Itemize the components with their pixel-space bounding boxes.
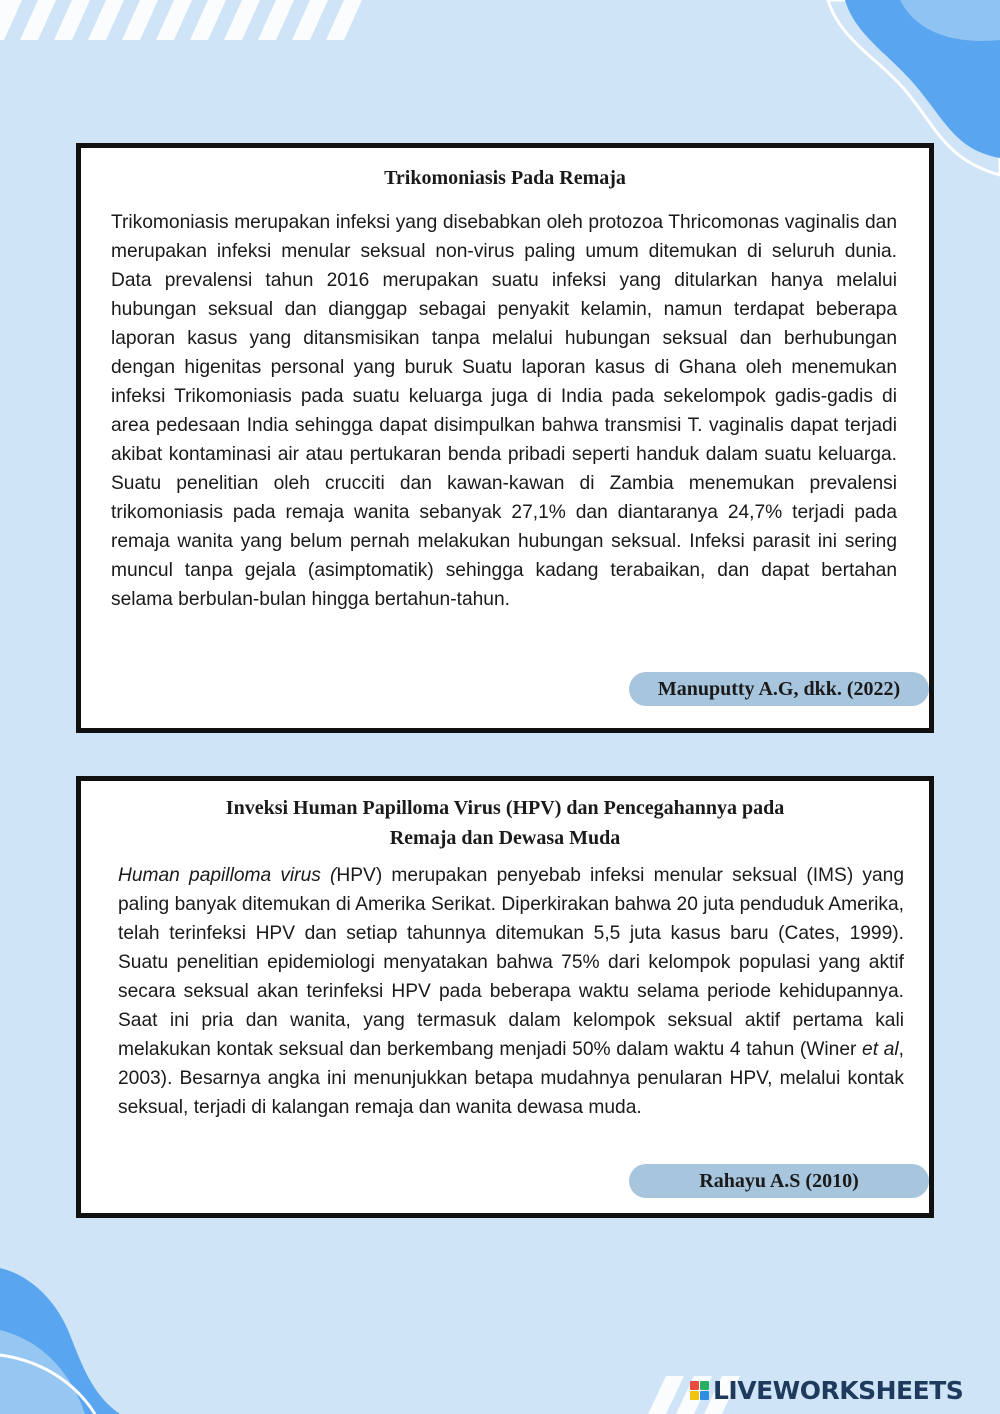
card-title: Trikomoniasis Pada Remaja bbox=[384, 167, 626, 189]
card-body bbox=[118, 861, 904, 1122]
brand-icon-tile-red bbox=[690, 1381, 699, 1390]
brand-icon-tile-green bbox=[700, 1381, 709, 1390]
card-title-line2: Remaja dan Dewasa Muda bbox=[389, 827, 621, 849]
brand-icon-tile-blue bbox=[700, 1391, 709, 1400]
card-title bbox=[81, 793, 929, 853]
hpv-term-italic: Human papilloma virus ( bbox=[118, 865, 337, 886]
brand-name: LIVEWORKSHEETS bbox=[713, 1375, 964, 1405]
card-body: Trikomoniasis merupakan infeksi yang disebabkan oleh protozoa Thricomonas vaginalis dan merupakan infeksi menular seksual non-virus paling umum ditemukan di seluruh dunia. Data prevalensi tahun 2016 merupakan suatu infeksi yang ditularkan hanya melalui hubungan seksual dan dianggap sebagai penyakit kelamin, namun terdapat beberapa laporan kasus yang ditansmisikan tanpa melalui hubungan seksual dan berhubungan dengan higenitas personal yang buruk Suatu laporan kasus di Ghana oleh menemukan infeksi Trikomoniasis pada suatu keluarga juga di India pada sekelompok gadis-gadis di area pedesaan India sehingga dapat disimpulkan bahwa transmisi T. vaginalis dapat terjadi akibat kontaminasi air atau pertukaran benda pribadi seperti handuk dalam suatu keluarga. Suatu penelitian oleh crucciti dan kawan-kawan di Zambia menemukan prevalensi trikomoniasis pada remaja wanita sebanyak 27,1% dan diantaranya 24,7% terjadi pada remaja wanita yang belum pernah melakukan hubungan seksual. Infeksi parasit ini sering muncul tanpa gejala (asimptomatik) sehingga kadang terabaikan, dan dapat bertahan selama berbulan-bulan hingga bertahun-tahun. bbox=[111, 212, 897, 610]
body-text-part1: HPV) merupakan penyebab infeksi menular seksual (IMS) yang paling banyak ditemukan di Amerika Serikat. Diperkirakan bahwa 20 juta penduduk Amerika, telah terinfeksi HPV dan setiap tahunnya ditemukan 5,5 juta kasus baru (Cates, 1999). Suatu penelitian epidemiologi menyatakan bahwa 75% dari kelompok populasi yang aktif secara seksual akan terinfeksi HPV pada beberapa waktu selama periode kehidupannya. Saat ini pria dan wanita, yang termasuk dalam kelompok seksual aktif pertama kali melakukan kontak seksual dan berkembang menjadi 50% dalam waktu 4 tahun (Winer bbox=[118, 865, 904, 1060]
brand-icon bbox=[690, 1381, 709, 1400]
trikomoniasis-card bbox=[76, 143, 934, 733]
citation-badge: Manuputty A.G, dkk. (2022) bbox=[629, 672, 929, 706]
brand-icon-tile-yellow bbox=[690, 1391, 699, 1400]
body-text-part2: , 2003). Besarnya angka ini menunjukkan betapa mudahnya penularan HPV, melalui kontak seksual, terjadi di kalangan remaja dan wanita dewasa muda. bbox=[118, 1039, 904, 1118]
liveworksheets-logo bbox=[690, 1374, 963, 1406]
top-stripes bbox=[0, 0, 362, 40]
card-title-line1: Inveksi Human Papilloma Virus (HPV) dan Pencegahannya pada bbox=[225, 797, 785, 819]
et-al-italic: et al bbox=[862, 1039, 899, 1060]
citation-badge: Rahayu A.S (2010) bbox=[629, 1164, 929, 1198]
hpv-card bbox=[76, 776, 934, 1218]
